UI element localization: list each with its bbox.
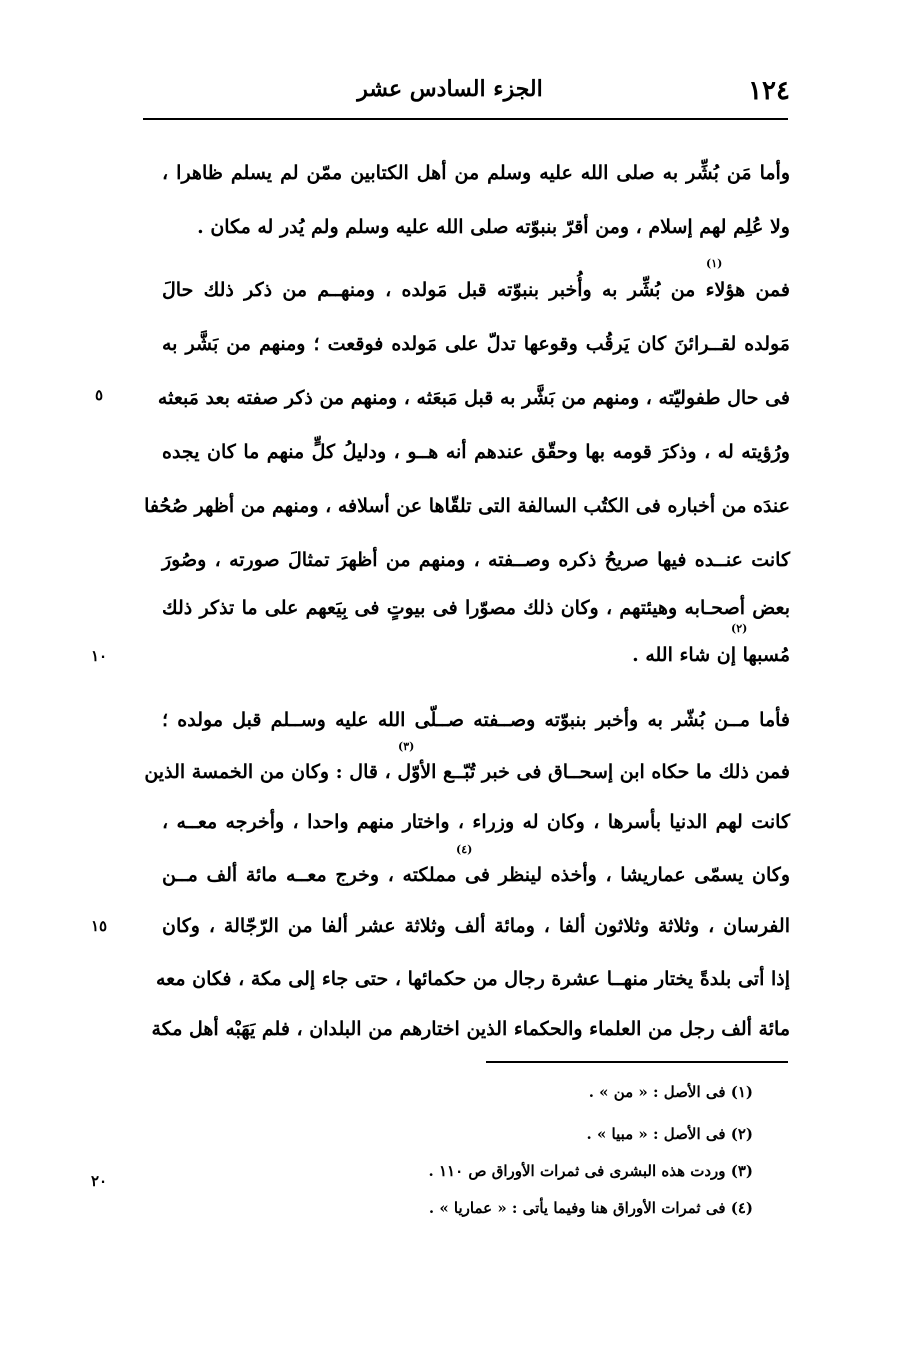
footnote: (٢) فى الأصل : « مبيا » . <box>586 1125 753 1143</box>
page-number: ١٢٤ <box>748 76 790 106</box>
body-line: كانت لهم الدنيا بأسرها ، وكان له وزراء ، واختار منهم واحدا ، وأخرجه معــه ، <box>162 811 790 833</box>
body-line: فى حال طفوليّته ، ومنهم من بَشَّر به قبل مَبعَثه ، ومنهم من ذكر صفته بعد مَبعثه <box>157 387 790 409</box>
line-number: ١٠ <box>90 647 108 665</box>
body-line: ورُؤيته له ، وذكرَ قومه بها وحقّق عندهم أنه هــو ، ودليلُ كلٍّ منهم ما كان يجده <box>162 441 790 463</box>
body-line: مَولده لقــرائنَ كان يَرقُب وقوعها تدلّ على مَولده فوقعت ؛ ومنهم من بَشَّر به <box>162 333 790 355</box>
body-line: عندَه من أخباره فى الكتُب السالفة التى تلقّاها عن أسلافه ، ومنهم من أظهر صُحُفا <box>144 495 790 517</box>
body-line: كانت عنــده فيها صريحُ ذكره وصــفته ، ومنهم من أظهرَ تمثالَ صورته ، وصُورَ <box>162 549 790 571</box>
footnote-ref: (٤) <box>456 843 473 856</box>
footnote-rule <box>486 1061 788 1063</box>
line-number: ١٥ <box>90 917 108 935</box>
body-line: فمن ذلك ما حكاه ابن إسحــاق فى خبر تُبّــع الأوّل ، قال : وكان من الخمسة الذين <box>144 761 790 783</box>
footnote-ref: (١) <box>706 257 723 270</box>
body-line: وأما مَن بُشِّر به صلى الله عليه وسلم من أهل الكتابين ممّن لم يسلم ظاهرا ، <box>162 162 790 184</box>
footnote: (٤) فى ثمرات الأوراق هنا وفيما يأتى : « عماريا » . <box>428 1199 753 1217</box>
body-line: الفرسان ، وثلاثة وثلاثون ألفا ، ومائة ألف وثلاثة عشر ألفا من الرّجّالة ، وكان <box>162 915 790 937</box>
body-line: مائة ألف رجل من العلماء والحكماء الذين اختارهم من البلدان ، فلم يَهَبْه أهل مكة <box>151 1018 790 1040</box>
footnote-ref: (٣) <box>398 740 415 753</box>
body-line: فأما مــن بُشّر به وأخبر بنبوّته وصــفته صــلّى الله عليه وســلم قبل مولده ؛ <box>162 709 790 731</box>
header-rule <box>143 118 788 120</box>
line-number: ٥ <box>94 386 104 404</box>
footnote: (٣) وردت هذه البشرى فى ثمرات الأوراق ص ١١٠ . <box>428 1162 753 1180</box>
running-header-title: الجزء السادس عشر <box>357 76 543 102</box>
body-line: فمن هؤلاء من بُشِّر به وأُخبر بنبوّته قبل مَولده ، ومنهــم من ذكر ذلك حالَ <box>162 279 790 301</box>
footnote-ref: (٢) <box>731 622 748 635</box>
line-number: ٢٠ <box>90 1172 108 1190</box>
body-line: إذا أتى بلدةً يختار منهــا عشرة رجال من حكمائها ، حتى جاء إلى مكة ، فكان معه <box>156 968 790 990</box>
body-line: مُسبها إن شاء الله . <box>632 644 790 666</box>
body-line: بعض أصحـابه وهيئتهم ، وكان ذلك مصوّرا فى بيوتٍ فى بِيَعهم على ما تذكر ذلك <box>162 597 790 619</box>
footnote: (١) فى الأصل : « من » . <box>588 1083 753 1101</box>
body-line: وكان يسمّى عماريشا ، وأخذه لينظر فى مملكته ، وخرج معــه مائة ألف مــن <box>162 864 790 886</box>
body-line: ولا عُلِم لهم إسلام ، ومن أقرّ بنبوّته صلى الله عليه وسلم ولم يُدر له مكان . <box>197 216 790 238</box>
